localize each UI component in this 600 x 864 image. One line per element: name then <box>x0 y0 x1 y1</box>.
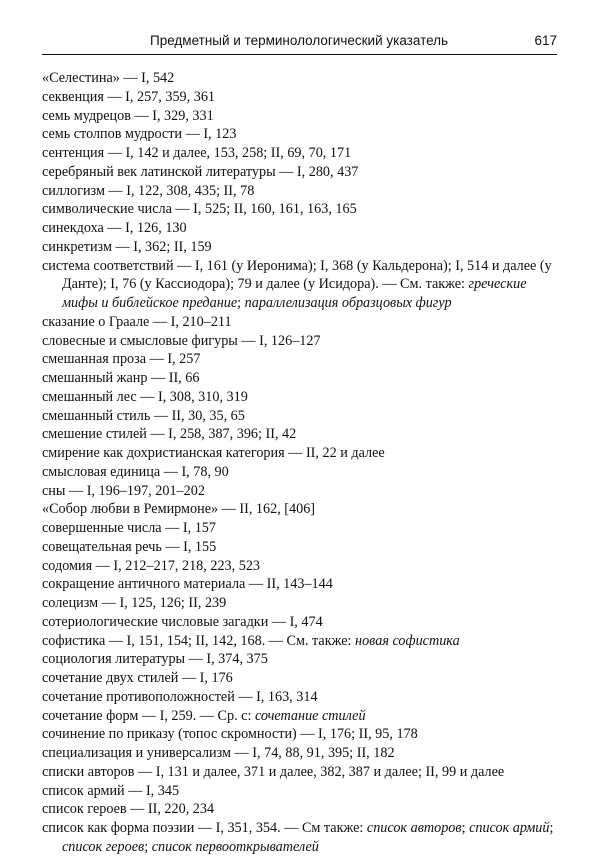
index-entry <box>42 425 562 444</box>
entry-refs: — I, 525; II, 160, 161, 163, 165 <box>171 201 357 218</box>
index-entry <box>42 407 562 426</box>
index-entry <box>42 125 562 144</box>
entry-refs: — I, 351, 354. — См также: <box>194 820 367 836</box>
page-number: 617 <box>534 33 557 48</box>
index-entry <box>42 369 562 388</box>
entry-term: силлогизм <box>42 182 105 199</box>
entry-term: сказание о Граале <box>42 313 150 330</box>
see-also-ref: сочетание стилей <box>254 707 366 724</box>
entry-refs: — I, 362; II, 159 <box>111 238 212 255</box>
separator: ; <box>549 820 554 836</box>
entry-refs: — I, 280, 437 <box>275 163 359 180</box>
entry-term: «Селестина» <box>42 70 120 86</box>
entry-term: список героев <box>42 801 127 818</box>
entry-refs: — I, 151, 154; II, 142, 168. — См. также: <box>105 632 356 649</box>
entry-term: серебряный век латинской литературы <box>42 163 276 180</box>
index-entry <box>42 182 562 201</box>
entry-term: софистика <box>42 632 106 649</box>
entry-term: «Собор любви в Ремирмоне» <box>42 501 219 518</box>
entry-refs: — II, 220, 234 <box>126 801 215 818</box>
see-also-ref: список первооткрывателей <box>151 838 319 855</box>
index-entry <box>42 707 562 726</box>
entry-term: социология литературы <box>42 651 186 668</box>
entry-term: смешанный лес <box>42 388 137 405</box>
entry-term: сочетание противоположностей <box>42 688 235 705</box>
entry-term: список армий <box>42 782 125 799</box>
index-entry <box>42 632 562 651</box>
index-entry <box>42 200 562 219</box>
entry-term: синкретизм <box>42 238 112 255</box>
entry-refs: — I, 155 <box>161 538 217 555</box>
index-entry <box>42 88 562 107</box>
entry-term: солецизм <box>42 595 99 611</box>
see-also-ref: список героев <box>62 838 145 855</box>
entry-refs: — I, 259. — Ср. с: <box>138 707 255 724</box>
entry-term: смешанная проза <box>42 351 147 368</box>
see-also-ref: новая софистика <box>355 632 460 649</box>
index-entry <box>42 388 562 407</box>
separator: ; <box>144 838 152 855</box>
entry-term: совершенные числа <box>42 520 162 536</box>
entry-refs: — I, 176; II, 95, 178 <box>296 726 418 743</box>
entry-refs: — I, 257 <box>146 351 201 368</box>
entry-term: сочетание форм <box>42 707 139 724</box>
index-entry <box>42 313 562 332</box>
entry-refs: — I, 474 <box>268 613 323 630</box>
entry-term: сокращение античного материала <box>42 576 246 593</box>
index-entry <box>42 463 562 482</box>
index-entry <box>42 163 562 182</box>
entry-refs: — II, 30, 35, 65 <box>150 407 245 424</box>
index-entry <box>42 688 562 707</box>
entry-refs: — I, 131 и далее, 371 и далее, 382, 387 и далее; II, 99 и далее <box>134 763 505 780</box>
entry-refs: — I, 74, 88, 91, 395; II, 182 <box>231 745 395 761</box>
index-entry <box>42 219 562 238</box>
index-entry <box>42 238 562 257</box>
index-entry <box>42 257 562 313</box>
entry-refs: — I, 258, 387, 396; II, 42 <box>146 426 297 443</box>
running-header <box>42 30 557 55</box>
index-entries <box>42 69 562 857</box>
index-entry <box>42 725 562 744</box>
entry-refs: — I, 176 <box>178 670 233 686</box>
header-title: Предметный и терминолологический указатель <box>150 33 449 48</box>
index-entry <box>42 538 562 557</box>
entry-term: синекдоха <box>42 220 104 236</box>
entry-refs: — I, 374, 375 <box>185 651 268 668</box>
see-also-ref: список авторов <box>366 820 462 836</box>
entry-refs: — I, 78, 90 <box>160 463 229 480</box>
entry-term: совещательная речь <box>42 538 162 555</box>
index-entry <box>42 444 562 463</box>
entry-term: словесные и смысловые фигуры <box>42 332 238 349</box>
index-entry <box>42 557 562 576</box>
index-entry <box>42 763 562 782</box>
entry-refs: — I, 123 <box>182 126 237 143</box>
index-entry <box>42 519 562 538</box>
entry-term: семь мудрецов <box>42 107 131 124</box>
separator: ; <box>237 295 245 311</box>
entry-term: смешение стилей <box>42 426 147 443</box>
index-entry <box>42 669 562 688</box>
entry-refs: — I, 345 <box>124 782 180 799</box>
index-entry <box>42 575 562 594</box>
entry-refs: — I, 212–217, 218, 223, 523 <box>92 557 261 574</box>
entry-term: специализация и универсализм <box>42 745 231 761</box>
entry-refs: — I, 161 (у Иеронима); I, 368 (у Кальдерона); I, 514 и далее (у Данте); I, 76 (у Кассиодора); 79 и далее (у Исидора). — См. также: <box>62 257 552 293</box>
separator: ; <box>461 820 470 836</box>
entry-refs: — I, 125, 126; II, 239 <box>98 595 227 611</box>
entry-term: сотериологические числовые загадки <box>42 613 269 630</box>
entry-refs: — I, 329, 331 <box>130 107 214 124</box>
index-entry <box>42 332 562 351</box>
index-entry <box>42 107 562 126</box>
entry-term: смешанный стиль <box>42 407 151 424</box>
entry-term: система соответствий <box>42 257 174 274</box>
entry-term: символические числа <box>42 201 172 218</box>
index-entry <box>42 594 562 613</box>
index-entry <box>42 482 562 501</box>
entry-term: сентенция <box>42 145 105 161</box>
entry-refs: — I, 210–211 <box>149 313 232 330</box>
index-entry <box>42 144 562 163</box>
entry-refs: — I, 122, 308, 435; II, 78 <box>104 182 255 199</box>
entry-refs: — II, 143–144 <box>245 576 333 593</box>
entry-refs: — I, 157 <box>161 520 216 536</box>
entry-term: смысловая единица <box>42 463 161 480</box>
index-entry <box>42 69 562 88</box>
entry-refs: — I, 257, 359, 361 <box>103 88 216 105</box>
entry-term: списки авторов <box>42 763 135 780</box>
entry-refs: — I, 142 и далее, 153, 258; II, 69, 70, 171 <box>104 145 352 161</box>
entry-term: секвенция <box>42 88 104 105</box>
see-also-ref: греческие мифы и библейское предание <box>62 276 527 311</box>
entry-refs: — I, 126–127 <box>237 332 321 349</box>
entry-term: семь столпов мудрости <box>42 126 183 143</box>
entry-term: смешанный жанр <box>42 370 148 386</box>
index-entry <box>42 350 562 369</box>
entry-term: список как форма поэзии <box>42 820 195 836</box>
index-entry <box>42 500 562 519</box>
entry-refs: — I, 126, 130 <box>103 220 187 236</box>
entry-term: сочинение по приказу (топос скромности) <box>42 726 297 743</box>
entry-refs: — I, 196–197, 201–202 <box>65 482 205 499</box>
entry-term: смирение как дохристианская категория <box>42 445 285 461</box>
index-entry <box>42 744 562 763</box>
see-also-ref: список армий <box>469 820 550 836</box>
entry-refs: — II, 22 и далее <box>284 445 385 461</box>
entry-refs: — II, 162, [406] <box>218 501 316 518</box>
index-entry <box>42 819 562 857</box>
index-entry <box>42 782 562 801</box>
index-entry <box>42 800 562 819</box>
index-entry <box>42 650 562 669</box>
entry-refs: — I, 542 <box>119 70 175 86</box>
see-also-ref: параллелизация образцовых фигур <box>244 295 452 311</box>
entry-refs: — II, 66 <box>147 370 200 386</box>
entry-term: содомия <box>42 557 93 574</box>
index-entry <box>42 613 562 632</box>
entry-term: сочетание двух стилей <box>42 670 179 686</box>
entry-term: сны <box>42 482 66 499</box>
entry-refs: — I, 308, 310, 319 <box>136 388 248 405</box>
entry-refs: — I, 163, 314 <box>234 688 318 705</box>
